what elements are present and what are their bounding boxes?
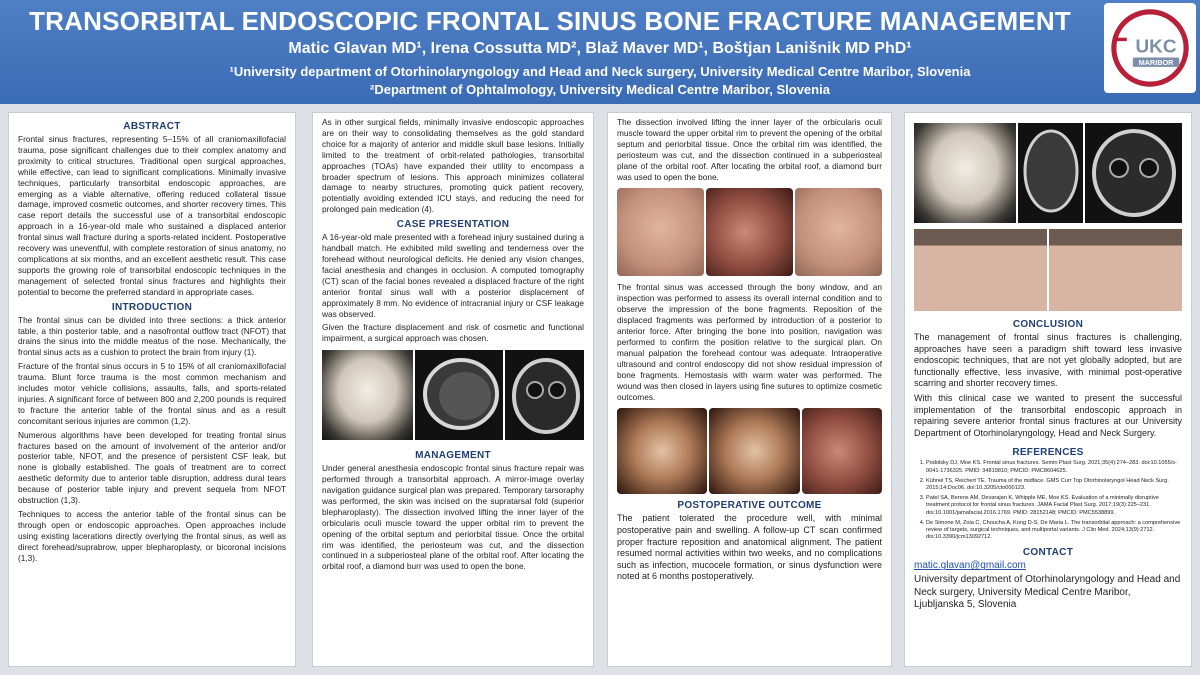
reference-item: 2. Kühnel TS, Reichert TE. Trauma of the midface. GMS Curr Top Otorhinolaryngol Head Neck Surg. 2015;14:Doc06. doi:10.3205/cto000123. xyxy=(926,478,1182,492)
postoperative-outcome-heading: POSTOPERATIVE OUTCOME xyxy=(677,500,822,512)
followup-ct-3d-image xyxy=(914,123,1016,223)
reference-item: 1. Podolsky DJ, Moe KS. Frontal sinus fractures. Semin Plast Surg. 2021;35(4):274–283. doi:10.1055/s-0041-1736325. PMID: 34819810; PMCID: PMC8604625. xyxy=(926,460,1182,474)
references-list xyxy=(914,460,1182,541)
intro-paragraph: Numerous algorithms have been developed for treating frontal sinus fractures based on the amount of involvement of the anterior and/or posterior table, NFOT, and the presence of persistent CSF leak, but none is globally established. The goals of treatment are to correct aesthetic deformity due to anterior table disruption, address dural tears because of posterior table injury and prevent sequela from NFOT obstruction (1,3). xyxy=(18,429,286,506)
intro-paragraph: The frontal sinus can be divided into three sections: a thick anterior table, a thin posterior table, and a nasofrontal outflow tract (NFOT) that drains the sinus into the middle meatus of the nose. Mechanically, the frontal sinus acts as a cushion to protect the brain from injury (1). xyxy=(18,314,286,358)
column-surgery-outcome xyxy=(607,112,892,667)
column-abstract-introduction xyxy=(8,112,296,667)
intro-paragraph: Techniques to access the anterior table of the frontal sinus can be through open or endoscopic approaches. Open approaches include using existing lacerations directly overlying the frontal sinus, as well as direct forehead/suprabrow, upper blepharoplasty, or bicoronal incisions (1,3). xyxy=(18,509,286,563)
ukc-logo-icon xyxy=(1107,5,1193,91)
reference-item: 3. Patel SA, Berens AM, Devarajan K, Whipple ME, Moe KS. Evaluation of a minimally disruptive treatment protocol for frontal sinus fractures. JAMA Facial Plast Surg. 2017;19(3):225–231. doi:10.1001/jamafacial.2016.1769. PMID: 28152148; PMCID: PMC5538899. xyxy=(926,495,1182,517)
logo-subtext: MARIBOR xyxy=(1138,58,1174,68)
ukc-maribor-logo xyxy=(1104,3,1196,93)
ct-image-row xyxy=(322,350,584,440)
ct-sagittal-image xyxy=(415,350,504,440)
author-list: Matic Glavan MD¹, Irena Cossutta MD², Blaž Maver MD¹, Boštjan Lanišnik MD PhD¹ xyxy=(288,40,912,57)
poster-header xyxy=(0,0,1200,104)
endoscopy-photo-3 xyxy=(802,408,882,494)
patient-photo-preoperative xyxy=(914,229,1047,311)
management-text: Under general anesthesia endoscopic frontal sinus fracture repair was performed through a transorbital approach. A mirror-image overlay navigation guidance surgical plan was prepared. Temporary tarsoraphy was performed, the skin was incised on the supratarsal fold (superior blepharoplasty). The dissection involved lifting the inner layer of the orbicularis oculi muscle toward the upper orbital rim to prevent the opening of the orbital septum and periorbital tissue. Once the orbital rim was identified, the periosteum was cut, and the dissection continued in a subperiosteal plane of the orbital roof. After locating the orbital roof, a diamond burr was used to open the bone. xyxy=(322,463,584,572)
conclusion-heading: CONCLUSION xyxy=(1012,319,1084,330)
column-case-management xyxy=(312,112,594,667)
abstract-heading: ABSTRACT xyxy=(123,121,181,132)
logo-text: UKC xyxy=(1135,36,1177,58)
surgery-photo-orbit xyxy=(795,188,882,276)
patient-photo-postoperative xyxy=(1049,229,1182,311)
endoscopy-photo-2 xyxy=(709,408,799,494)
ct-3d-skull-image xyxy=(322,350,413,440)
ct-axial-image xyxy=(505,350,584,440)
intro-paragraph: Fracture of the frontal sinus occurs in 5 to 15% of all craniomaxillofacial trauma. Blunt force trauma is the most common mechanism and includes motor vehicle collisions, assaults, falls, and sports-related injuries. A significant force of between 800 and 2,200 pounds is required to fracture the anterior table of the frontal sinus and as a result concomitant serious injuries are common (1,2). xyxy=(18,361,286,426)
endoscopy-photo-row xyxy=(617,408,882,494)
introduction-heading: INTRODUCTION xyxy=(111,301,193,313)
surgery-photo-row xyxy=(617,188,882,276)
dissection-text: The dissection involved lifting the inner layer of the orbicularis oculi muscle toward the upper orbital rim to prevent the opening of the orbital septum and periorbital tissue. Once the orbital rim was identified, the periosteum was cut, and the dissection continued in a subperiosteal plane of the orbital roof. After locating the orbital roof, a diamond burr was used to open the bone. xyxy=(617,117,882,182)
surgery-photo-incision xyxy=(617,188,704,276)
poster-title: TRANSORBITAL ENDOSCOPIC FRONTAL SINUS BONE FRACTURE MANAGEMENT xyxy=(29,6,1071,36)
column-conclusion xyxy=(904,112,1192,667)
followup-ct-sagittal-image xyxy=(1018,123,1083,223)
contact-email-link[interactable]: matic.glavan@gmail.com xyxy=(914,560,1026,572)
conclusion-paragraph: The management of frontal sinus fractures is challenging, approaches have seen a paradigm shift toward less invasive endoscopic techniques, that are not yet globally adopted, but are functionally effective, less invasive, with minimal post-operative scarring and shorter recovery times. xyxy=(914,332,1182,389)
outcome-text: The patient tolerated the procedure well, with minimal postoperative pain and swelling. A follow-up CT scan confirmed proper fracture reposition and anatomical alignment. The patient resumed normal activities within two weeks, and no complications such as infection, mucocele formation, or sinus dysfunction were noted at 6 months postoperatively. xyxy=(617,513,882,582)
contact-heading: CONTACT xyxy=(1022,547,1074,559)
affiliation-2: ²Department of Ophtalmology, University Medical Centre Maribor, Slovenia xyxy=(370,82,830,97)
references-heading: REFERENCES xyxy=(1012,447,1084,459)
followup-ct-axial-image xyxy=(1085,123,1182,223)
case-paragraph: A 16-year-old male presented with a forehead injury sustained during a handball match. He exhibited mild swelling and tenderness over the forehead without neurological deficits. He denied any vision changes, facial anesthesia and changes in occlusion. A computed tomography (CT) scan of the facial bones revealed a displaced fracture of the right anterior frontal sinus wall with a posterior displacement of approximately 8 mm. No evidence of intracranial injury or CSF leakage was observed. xyxy=(322,232,584,319)
abstract-text: Frontal sinus fractures, representing 5–15% of all craniomaxillofacial trauma, pose significant challenges due to their complex anatomy and proximity to critical structures. Traditional open surgical approaches, while effective, can lead to significant complications. Minimally invasive techniques, particularly transorbital endoscopic approaches, are emerging as a viable alternative, offering reduced collateral tissue damage, improved cosmetic outcomes, and shorter recovery times. This case report details the successful use of a transorbital endoscopic approach in a 16-year-old male who sustained a displaced anterior frontal sinus wall fracture during a sports-related incident. Postoperative recovery was uneventful, with complete restoration of sinus anatomy, no complications at six months, and an excellent aesthetic result. This case supports the growing role of transorbital endoscopic techniques in the management of selected frontal sinus fractures and highlights their potential to become the preferred standard in appropriate cases. xyxy=(18,134,286,297)
surgery-photo-dissection xyxy=(706,188,793,276)
contact-address: University department of Otorhinolaryngology and Head and Neck surgery, University Medical Centre Maribor, Ljubljanska 5, Slovenia xyxy=(914,574,1181,611)
endoscopy-photo-1 xyxy=(617,408,707,494)
affiliation-1: ¹University department of Otorhinolaryngology and Head and Neck surgery, University Medical Centre Maribor, Slovenia xyxy=(229,64,971,79)
management-heading: MANAGEMENT xyxy=(415,450,491,462)
patient-photo-row xyxy=(914,229,1182,311)
case-presentation-heading: CASE PRESENTATION xyxy=(396,219,510,231)
conclusion-paragraph: With this clinical case we wanted to present the successful implementation of the transorbital endoscopic approach in repairing severe anterior frontal sinus fractures at our University Department of Otorhinolaryngology, Head and Neck Surgery. xyxy=(914,392,1182,438)
case-paragraph: Given the fracture displacement and risk of cosmetic and functional impairment, a surgical approach was chosen. xyxy=(322,322,584,344)
procedure-text: The frontal sinus was accessed through the bony window, and an inspection was performed to assess its overall internal condition and to observe the impression of the bone fragments. Reposition of the displaced fragments was performed by introduction of a posterior to anterior force. After bringing the bone into position, navigation was performed to confirm the position relative to the surgical plan. On manual palpation the forehead contour was adequate. Intraoperative ultrasound and control endoscopy did not show residual impression of bone fragments. Hemostasis with warm water was performed. The wound was then closed in layers using fine sutures to optimize cosmetic outcomes. xyxy=(617,282,882,402)
followup-ct-row xyxy=(914,123,1182,223)
col2-intro-text: As in other surgical fields, minimally invasive endoscopic approaches are on their way to consolidating themselves as the gold standard choice for a majority of anterior and middle skull base lesions. Initially limited to the treatment of orbit-related pathologies, transorbital approaches (TOAs) have expanded their utility to encompass a broader spectrum of lesions. This approach minimizes collateral damage to nearby structures, promoting quick patient recovery, potentially avoiding extended ICU stays, and reducing the need for prolonged pain medication (4). xyxy=(322,117,584,215)
reference-item: 4. De Simone M, Zoia C, Choucha A, Kong D-S, De Maria L. The transorbital approach: a comprehensive review of targets, surgical techniques, and multiportal variants. J Clin Med. 2024;13(9):2712. doi:10.3390/jcm13092712. xyxy=(926,520,1182,542)
